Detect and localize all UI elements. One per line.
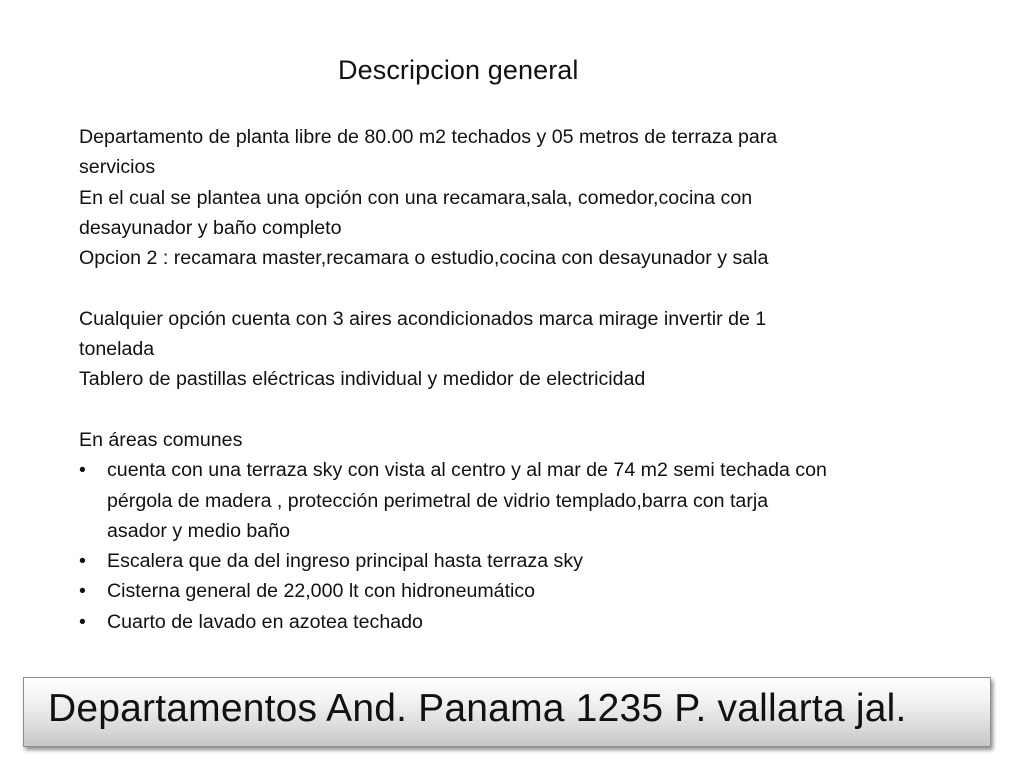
footer-title: Departamentos And. Panama 1235 P. vallarta jal. (48, 687, 907, 730)
bullet-text: Escalera que da del ingreso principal hasta terraza sky (107, 550, 583, 573)
common-areas-heading: En áreas comunes (79, 428, 243, 451)
description-body (79, 122, 979, 637)
slide-heading: Descripcion general (338, 55, 579, 85)
description-line: Departamento de planta libre de 80.00 m2 techados y 05 metros de terraza para (79, 126, 778, 148)
bullet-text: cuenta con una terraza sky con vista al centro y al mar de 74 m2 semi techada con (107, 459, 827, 482)
footer-title-box (23, 677, 991, 747)
bullet-text: Cisterna general de 22,000 lt con hidroneumático (107, 580, 536, 603)
description-line: Opcion 2 : recamara master,recamara o estudio,cocina con desayunador y sala (79, 247, 769, 270)
spacer (79, 273, 979, 303)
bullet-item-stairs (79, 546, 979, 576)
bullet-item-terrace (79, 455, 979, 546)
bullet-text: pérgola de madera , protección perimetral de vidrio templado,barra con tarja (107, 489, 769, 512)
description-line: tonelada (79, 338, 155, 361)
description-line: desayunador y baño completo (79, 216, 342, 239)
bullet-item-laundry (79, 607, 979, 637)
description-line: Cualquier opción cuenta con 3 aires acondicionados marca mirage invertir de 1 (79, 307, 767, 330)
bullet-text: Cuarto de lavado en azotea techado (107, 610, 423, 633)
description-line: servicios (79, 156, 156, 179)
bullet-dot: • (79, 550, 86, 573)
bullet-dot: • (79, 580, 86, 603)
bullet-item-cistern (79, 576, 979, 606)
bullet-dot: • (79, 459, 86, 482)
bullet-text: asador y medio baño (107, 519, 290, 542)
spacer (79, 395, 979, 425)
description-line: En el cual se plantea una opción con una recamara,sala, comedor,cocina con (79, 186, 753, 209)
bullet-dot: • (79, 610, 86, 633)
description-line: Tablero de pastillas eléctricas individual y medidor de electricidad (79, 368, 646, 391)
